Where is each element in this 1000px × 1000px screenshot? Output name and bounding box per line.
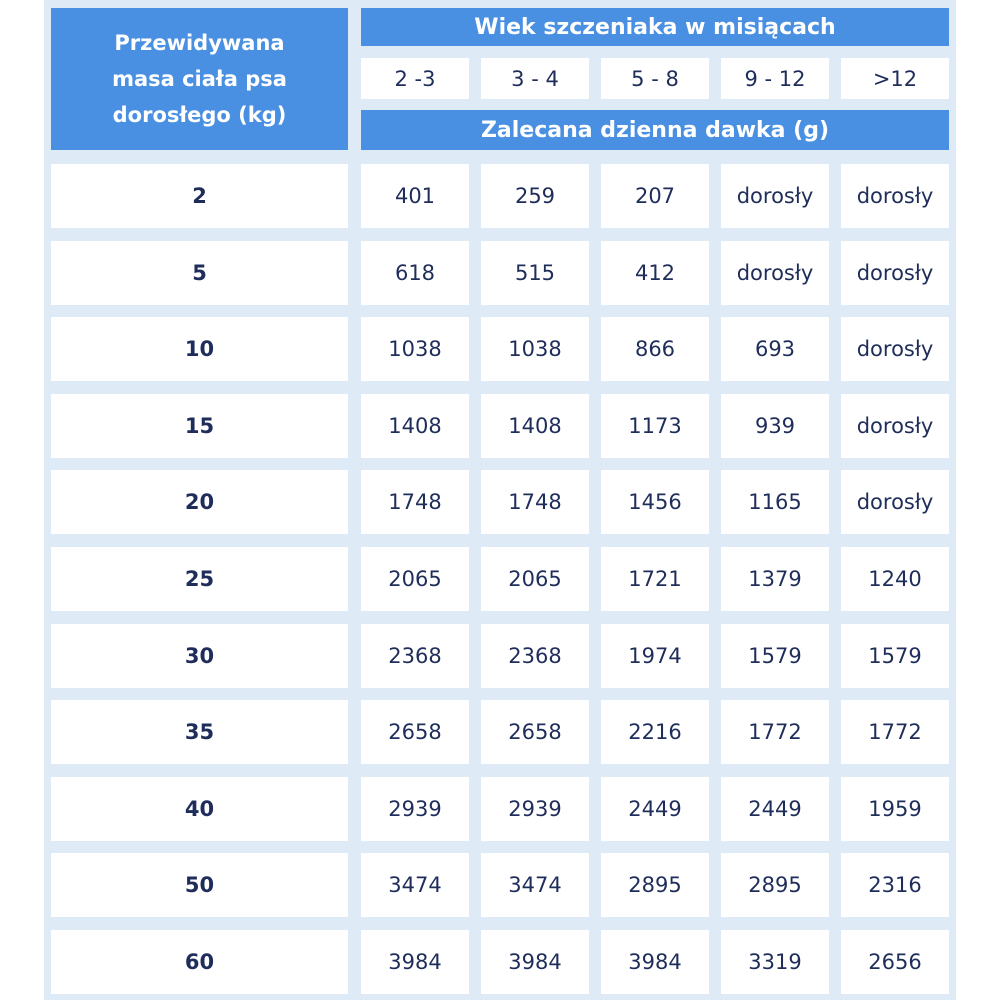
dose-cell: 1579 [841, 624, 949, 688]
dose-cell: 618 [361, 241, 469, 305]
dose-cell: 1408 [481, 394, 589, 458]
dose-cell: 2895 [721, 853, 829, 917]
age-group-header: 3 - 4 [481, 58, 589, 99]
weight-cell: 35 [51, 700, 348, 764]
weight-cell: 50 [51, 853, 348, 917]
dose-cell: dorosły [841, 241, 949, 305]
dose-cell: dorosły [841, 470, 949, 534]
age-group-header: 2 -3 [361, 58, 469, 99]
dose-cell: 693 [721, 317, 829, 381]
dose-cell: 1748 [481, 470, 589, 534]
dose-cell: 207 [601, 164, 709, 228]
dose-cell: 1173 [601, 394, 709, 458]
dose-cell: 2658 [481, 700, 589, 764]
dose-cell: 2656 [841, 930, 949, 994]
dose-cell: dorosły [721, 241, 829, 305]
dose-cell: 259 [481, 164, 589, 228]
dose-cell: 3984 [361, 930, 469, 994]
dose-cell: 3474 [361, 853, 469, 917]
weight-cell: 60 [51, 930, 348, 994]
dose-cell: 3319 [721, 930, 829, 994]
age-group-header: 5 - 8 [601, 58, 709, 99]
daily-dose-title: Zalecana dzienna dawka (g) [361, 110, 949, 150]
dose-cell: 2895 [601, 853, 709, 917]
dose-cell: 2065 [361, 547, 469, 611]
weight-cell: 15 [51, 394, 348, 458]
dose-cell: 1721 [601, 547, 709, 611]
dose-cell: 2939 [361, 777, 469, 841]
weight-cell: 20 [51, 470, 348, 534]
dose-cell: 1038 [481, 317, 589, 381]
dose-cell: 1408 [361, 394, 469, 458]
age-group-title: Wiek szczeniaka w misiącach [361, 8, 949, 46]
dose-cell: 412 [601, 241, 709, 305]
dose-cell: 2216 [601, 700, 709, 764]
dose-cell: dorosły [841, 394, 949, 458]
weight-cell: 2 [51, 164, 348, 228]
dose-cell: 515 [481, 241, 589, 305]
dose-cell: 1379 [721, 547, 829, 611]
dose-cell: 2316 [841, 853, 949, 917]
dose-cell: dorosły [841, 164, 949, 228]
dose-cell: dorosły [721, 164, 829, 228]
weight-cell: 40 [51, 777, 348, 841]
dose-cell: 2368 [481, 624, 589, 688]
weight-cell: 5 [51, 241, 348, 305]
dose-cell: 2368 [361, 624, 469, 688]
weight-column-header: Przewidywana masa ciała psa dorosłego (kg) [51, 8, 348, 150]
dose-cell: 1748 [361, 470, 469, 534]
dose-cell: 2939 [481, 777, 589, 841]
weight-cell: 30 [51, 624, 348, 688]
dose-cell: 939 [721, 394, 829, 458]
dose-cell: 866 [601, 317, 709, 381]
weight-cell: 25 [51, 547, 348, 611]
dose-cell: 1165 [721, 470, 829, 534]
dose-cell: 1038 [361, 317, 469, 381]
dose-cell: 1240 [841, 547, 949, 611]
dose-cell: 3474 [481, 853, 589, 917]
dose-cell: 1456 [601, 470, 709, 534]
dose-cell: 401 [361, 164, 469, 228]
dose-cell: 3984 [601, 930, 709, 994]
age-group-header: >12 [841, 58, 949, 99]
dose-cell: 2449 [721, 777, 829, 841]
dose-cell: 1974 [601, 624, 709, 688]
weight-cell: 10 [51, 317, 348, 381]
dose-cell: 2449 [601, 777, 709, 841]
dose-cell: 1579 [721, 624, 829, 688]
dose-cell: 2658 [361, 700, 469, 764]
age-group-header: 9 - 12 [721, 58, 829, 99]
dose-cell: 1772 [841, 700, 949, 764]
dose-cell: 1772 [721, 700, 829, 764]
dose-cell: 1959 [841, 777, 949, 841]
dose-cell: dorosły [841, 317, 949, 381]
dose-cell: 3984 [481, 930, 589, 994]
dose-cell: 2065 [481, 547, 589, 611]
